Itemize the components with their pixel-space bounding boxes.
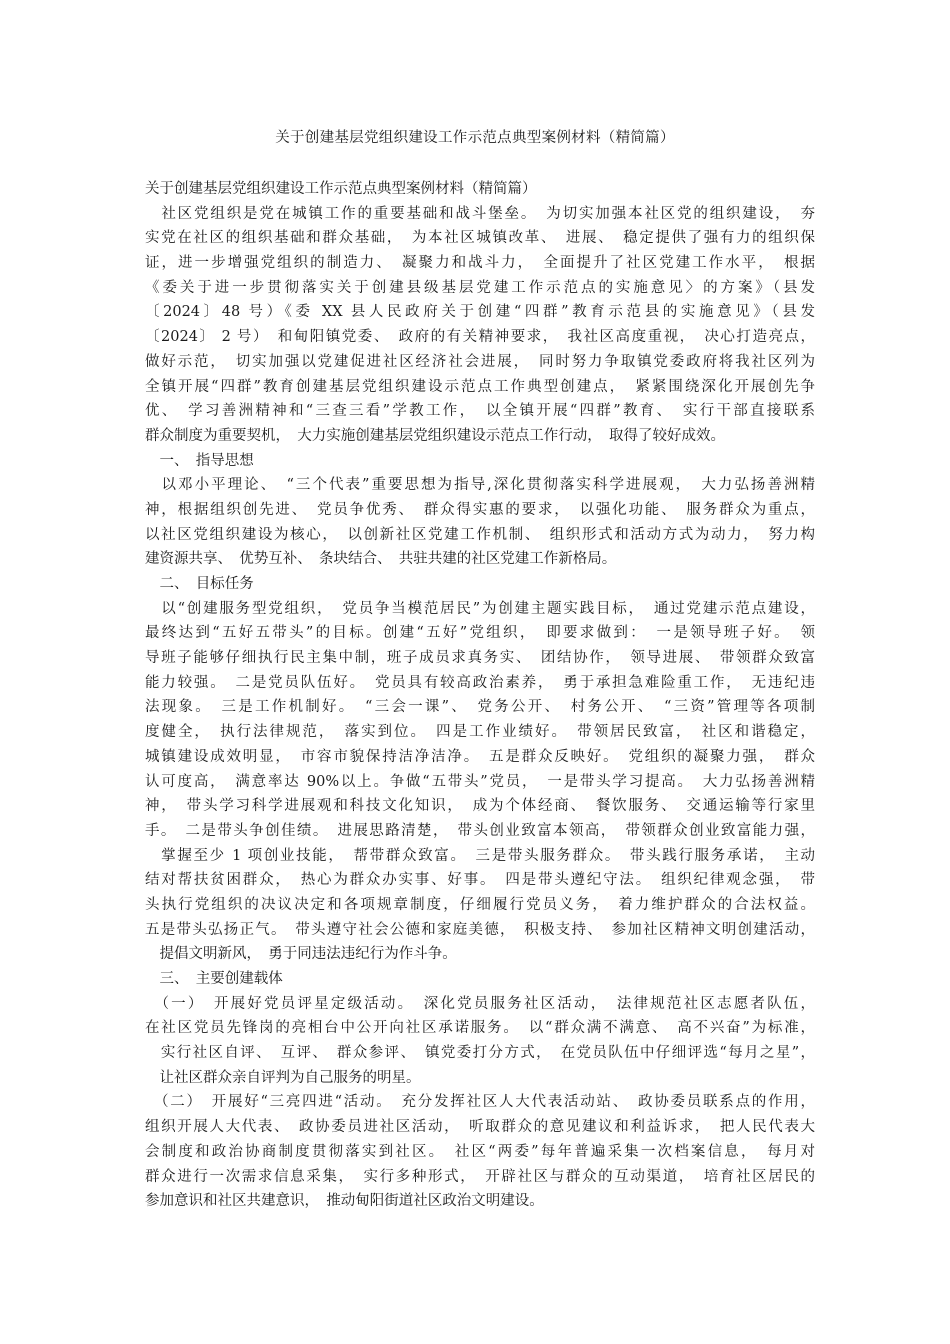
paragraph-line: 以邓小平理论、 “三个代表”重要思想为指导,深化贯彻落实科学进展观， 大力弘扬善洲精	[145, 477, 815, 494]
paragraph-line: 让社区群众亲自评判为自己服务的明星。	[145, 1069, 421, 1086]
paragraph-line: 优、 学习善洲精神和“三查三看”学教工作， 以全镇开展“四群”教育、 实行干部直接联系	[145, 403, 815, 420]
paragraph-line: 会制度和政治协商制度贯彻落实到社区。 社区“两委”每年普遍采集一次档案信息， 每月对	[145, 1143, 815, 1160]
paragraph-line: 社区党组织是党在城镇工作的重要基础和战斗堡垒。 为切实加强本社区党的组织建设， 夯	[145, 205, 815, 222]
paragraph-line: 城镇建设成效明显， 市容市貌保持洁净洁净。 五是群众反映好。 党组织的凝聚力强， 群众	[145, 748, 815, 765]
paragraph-line: 以社区党组织建设为核心， 以创新社区党建工作机制、 组织形式和活动方式为动力， 努力构	[145, 526, 815, 543]
paragraph-line: 证，进一步增强党组织的制造力、 凝聚力和战斗力， 全面提升了社区党建工作水平， 根据	[145, 255, 815, 272]
paragraph-line: 认可度高， 满意率达 90%以上。争做“五带头”党员， 一是带头学习提高。 大力弘扬善洲精	[145, 773, 815, 790]
paragraph-line: 实党在社区的组织基础和群众基础， 为本社区城镇改革、 进展、 稳定提供了强有力的组织保	[145, 230, 815, 247]
section-heading-line: 二、 目标任务	[145, 576, 254, 592]
section-heading-line: 关于创建基层党组织建设工作示范点典型案例材料（精简篇）	[145, 181, 537, 197]
paragraph-line: 神， 带头学习科学进展观和科技文化知识， 成为个体经商、 餐饮服务、 交通运输等行家里	[145, 798, 815, 815]
paragraph-line: 度健全， 执行法律规范， 落实到位。 四是工作业绩好。 带领居民致富， 社区和谐稳定，	[145, 724, 815, 741]
paragraph-line: 全镇开展“四群”教育创建基层党组织建设示范点工作典型创建点， 紧紧围绕深化开展创先争	[145, 378, 815, 395]
document-title: 关于创建基层党组织建设工作示范点典型案例材料（精简篇）	[275, 130, 675, 146]
paragraph-line: （一） 开展好党员评星定级活动。 深化党员服务社区活动， 法律规范社区志愿者队伍，	[145, 995, 815, 1012]
paragraph-line: 掌握至少 1 项创业技能， 帮带群众致富。 三是带头服务群众。 带头践行服务承诺， 主动	[145, 847, 815, 864]
paragraph-line: 〔2024〕 2 号） 和甸阳镇党委、 政府的有关精神要求， 我社区高度重视， 决心打造亮点，	[145, 329, 815, 346]
paragraph-line: 实行社区自评、 互评、 群众参评、 镇党委打分方式， 在党员队伍中仔细评选“每月之星”，	[145, 1045, 815, 1062]
paragraph-line: 建资源共享、 优势互补、 条块结合、 共驻共建的社区党建工作新格局。	[145, 551, 617, 568]
paragraph-line: 〔2024〕48 号）《委 XX 县人民政府关于创建“四群”教育示范县的实施意见》（县发	[145, 304, 815, 321]
paragraph-line: 在社区党员先锋岗的亮相台中公开向社区承诺服务。 以“群众满不满意、 高不兴奋”为标准，	[145, 1020, 815, 1037]
section-heading-line: 一、 指导思想	[145, 452, 254, 469]
paragraph-line: 能力较强。 二是党员队伍好。 党员具有较高政治素养， 勇于承担急难险重工作， 无违纪违	[145, 674, 815, 691]
paragraph-line: 群众制度为重要契机， 大力实施创建基层党组织建设示范点工作行动， 取得了较好成效。	[145, 427, 725, 444]
paragraph-line: 做好示范， 切实加强以党建促进社区经济社会进展， 同时努力争取镇党委政府将我社区列为	[145, 353, 815, 370]
paragraph-line: 法现象。 三是工作机制好。 “三会一课”、 党务公开、 村务公开、 “三资”管理等各项制	[145, 699, 815, 716]
paragraph-line: 五是带头弘扬正气。 带头遵守社会公德和家庭美德， 积极支持、 参加社区精神文明创建活动，	[145, 921, 815, 938]
paragraph-line: 神，根据组织创先进、 党员争优秀、 群众得实惠的要求， 以强化功能、 服务群众为重点，	[145, 501, 815, 518]
paragraph-line: 提倡文明新风， 勇于同违法违纪行为作斗争。	[145, 946, 457, 963]
paragraph-line: 结对帮扶贫困群众， 热心为群众办实事、好事。 四是带头遵纪守法。 组织纪律观念强， 带	[145, 872, 815, 889]
paragraph-line: 最终达到“五好五带头”的目标。创建“五好”党组织， 即要求做到： 一是领导班子好。 领	[145, 625, 815, 642]
paragraph-line: 参加意识和社区共建意识， 推动甸阳街道社区政治文明建设。	[145, 1193, 544, 1210]
paragraph-line: （二） 开展好“三亮四进“活动。 充分发挥社区人大代表活动站、 政协委员联系点的作用，	[145, 1094, 815, 1111]
paragraph-line: 导班子能够仔细执行民主集中制，班子成员求真务实、 团结协作， 领导进展、 带领群众致富	[145, 650, 815, 667]
paragraph-line: 手。 二是带头争创佳绩。 进展思路清楚， 带头创业致富本领高， 带领群众创业致富能力强，	[145, 822, 815, 839]
paragraph-line: 以“创建服务型党组织， 党员争当模范居民”为创建主题实践目标， 通过党建示范点建设，	[145, 600, 815, 617]
paragraph-line: 群众进行一次需求信息采集， 实行多种形式， 开辟社区与群众的互动渠道， 培育社区居民的	[145, 1168, 815, 1185]
paragraph-line: 《委关于进一步贯彻落实关于创建县级基层党建工作示范点的实施意见〉的方案》（县发	[145, 279, 815, 296]
section-heading-line: 三、 主要创建载体	[145, 971, 283, 987]
paragraph-line: 组织开展人大代表、 政协委员进社区活动， 听取群众的意见建议和利益诉求， 把人民代表大	[145, 1119, 815, 1136]
document-body	[145, 177, 815, 1214]
paragraph-line: 头执行党组织的决议决定和各项规章制度，仔细履行党员义务， 着力维护群众的合法权益。	[145, 896, 815, 913]
